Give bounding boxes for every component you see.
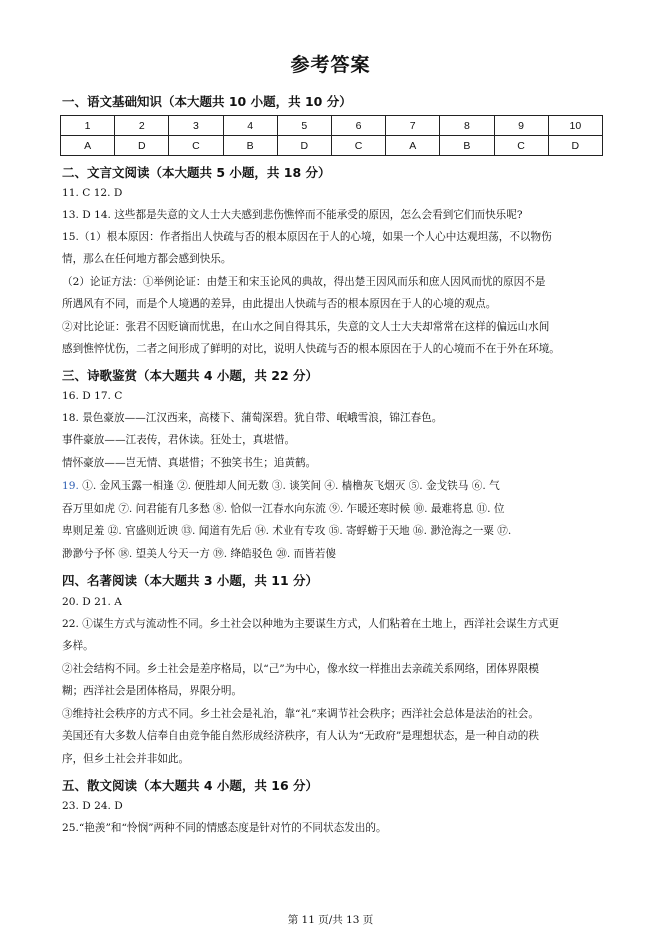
table-cell: 4 (223, 116, 277, 136)
answer-line: 多样。 (62, 640, 94, 652)
answer-line: ②对比论证：张君不因贬谪而忧患，在山水之间自得其乐，失意的文人士大夫却常常在这样的偏远山水间 (62, 321, 550, 333)
table-cell: 9 (494, 116, 548, 136)
answer-line: 美国还有大多数人信奉自由竞争能自然形成经济秩序，有人认为“无政府”是理想状态，是一种自动的秩 (62, 730, 539, 742)
table-cell: D (277, 136, 331, 156)
table-cell: C (169, 136, 223, 156)
answer-line: ③维持社会秩序的方式不同。乡土社会是礼治，靠“礼”来调节社会秩序；西洋社会总体是法治的社会。 (62, 708, 539, 720)
table-cell: 2 (115, 116, 169, 136)
answer-line: 卑则足羞 ⑫. 官盛则近谀 ⑬. 闻道有先后 ⑭. 术业有专攻 ⑮. 寄蜉蝣于天地 ⑯. 渺沧海之一粟 ⑰. (62, 525, 512, 537)
answer-line: 23. D 24. D (62, 800, 123, 812)
section-heading-4: 四、名著阅读（本大题共 3 小题，共 11 分） (62, 573, 319, 588)
answer-table-number-row (61, 116, 603, 136)
answer-line: 序，但乡土社会并非如此。 (62, 753, 190, 765)
section-heading-5: 五、散文阅读（本大题共 4 小题，共 16 分） (62, 778, 319, 793)
table-cell: A (61, 136, 115, 156)
answer-line: 20. D 21. A (62, 596, 122, 608)
answer-line: 25.“艳羡”和“怜悯”两种不同的情感态度是针对竹的不同状态发出的。 (62, 822, 387, 834)
question-number: 19. (62, 480, 79, 492)
answer-line: 感到憔悴忧伤，二者之间形成了鲜明的对比，说明人快疏与否的根本原因在于人的心境而不在于外在环境。 (62, 343, 560, 355)
answer-line: 情，那么在任何地方都会感到快乐。 (62, 253, 232, 265)
answer-line: （2）论证方法：①举例论证：由楚王和宋玉论风的典故，得出楚王因风而乐和庶人因风而忧的原因不是 (62, 276, 546, 288)
answer-line: 16. D 17. C (62, 390, 123, 402)
table-cell: C (331, 136, 385, 156)
answer-table-answer-row (61, 136, 603, 156)
page-title: 参考答案 (290, 54, 371, 76)
answer-line: 渺渺兮予怀 ⑱. 望美人兮天一方 ⑲. 绛皓驳色 ⑳. 而皆若傻 (62, 548, 336, 560)
table-cell: C (494, 136, 548, 156)
table-cell: 10 (548, 116, 602, 136)
table-cell: B (223, 136, 277, 156)
answer-line: 事件豪放——江表传，君休读。狂处士，真堪惜。 (62, 434, 296, 446)
answer-line: 11. C 12. D (62, 187, 123, 199)
answer-line: 所遇风有不同，而是个人境遇的差异，由此提出人快疏与否的根本原因在于人的心境的观点。 (62, 298, 497, 310)
table-cell: D (115, 136, 169, 156)
answer-line: ②社会结构不同。乡土社会是差序格局，以“己”为中心，像水纹一样推出去亲疏关系网络，团体界限模 (62, 663, 539, 675)
table-cell: 3 (169, 116, 223, 136)
answer-line: 情怀豪放——岂无情、真堪惜；不独笑书生；追黄鹤。 (62, 457, 317, 469)
answer-line: 15.（1）根本原因：作者指出人快疏与否的根本原因在于人的心境，如果一个人心中达观坦荡，不以物伤 (62, 231, 552, 243)
answer-line: 糊；西洋社会是团体格局，界限分明。 (62, 685, 243, 697)
answer-line: 18. 景色豪放——江汉西来，高楼下、蒲萄深碧。犹自带、岷峨雪浪，锦江春色。 (62, 412, 443, 424)
section-heading-3: 三、诗歌鉴赏（本大题共 4 小题，共 22 分） (62, 368, 319, 383)
section-heading-2: 二、文言文阅读（本大题共 5 小题，共 18 分） (62, 165, 331, 180)
answer-table (60, 115, 603, 156)
section-heading-1: 一、语文基础知识（本大题共 10 小题，共 10 分） (62, 94, 352, 109)
answer-line: 13. D 14. 这些都是失意的文人士大夫感到悲伤憔悴而不能承受的原因，怎么会看到它们而快乐呢? (62, 209, 523, 221)
table-cell: B (440, 136, 494, 156)
answer-line: 吞万里如虎 ⑦. 问君能有几多愁 ⑧. 恰似一江春水向东流 ⑨. 乍暖还寒时候 ⑩. 最难将息 ⑪. 位 (62, 503, 505, 515)
answer-line: 22. ①谋生方式与流动性不同。乡土社会以种地为主要谋生方式，人们粘着在土地上，西洋社会谋生方式更 (62, 618, 559, 630)
table-cell: 1 (61, 116, 115, 136)
answer-text: ①. 金风玉露一相逢 ②. 便胜却人间无数 ③. 谈笑间 ④. 樯橹灰飞烟灭 ⑤. 金戈铁马 ⑥. 气 (78, 480, 500, 492)
answer-line (62, 479, 500, 493)
table-cell: A (386, 136, 440, 156)
table-cell: 8 (440, 116, 494, 136)
table-cell: 7 (386, 116, 440, 136)
table-cell: 6 (331, 116, 385, 136)
table-cell: 5 (277, 116, 331, 136)
table-cell: D (548, 136, 602, 156)
page-footer: 第 11 页/共 13 页 (287, 914, 374, 926)
